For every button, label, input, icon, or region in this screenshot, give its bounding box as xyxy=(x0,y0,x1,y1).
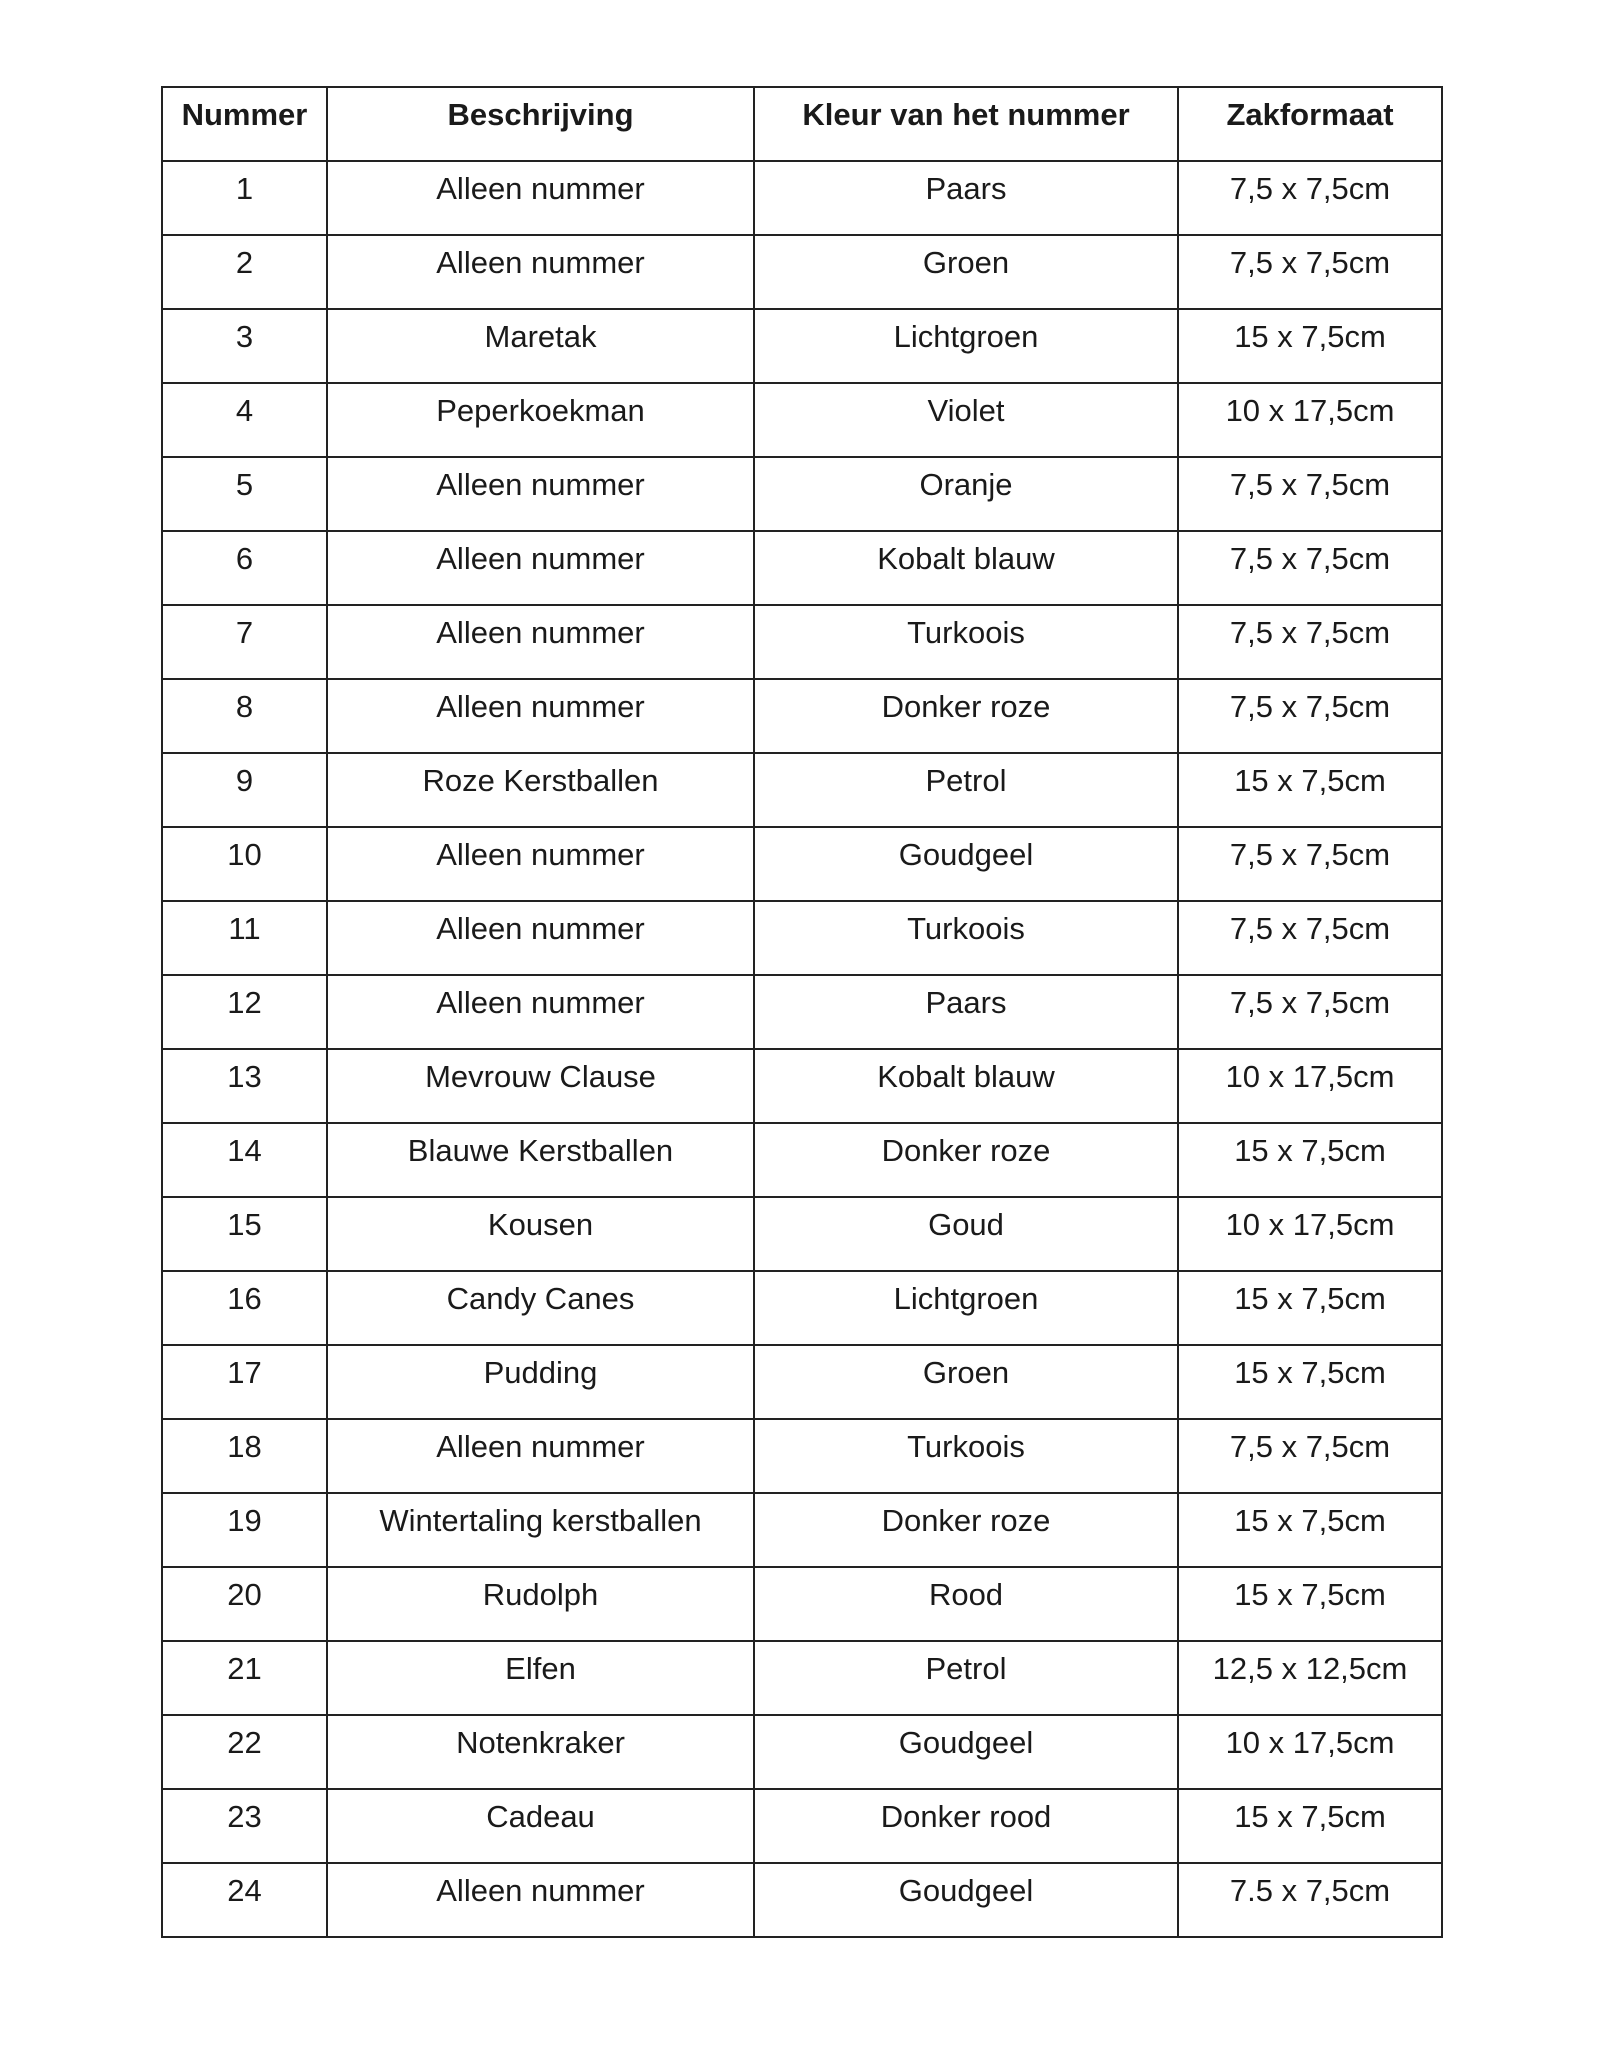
cell-nummer: 4 xyxy=(162,383,327,457)
cell-kleur: Groen xyxy=(754,1345,1178,1419)
cell-beschrijving: Alleen nummer xyxy=(327,235,754,309)
table-row xyxy=(162,531,1442,605)
cell-nummer: 7 xyxy=(162,605,327,679)
cell-nummer: 8 xyxy=(162,679,327,753)
cell-zakformaat: 7,5 x 7,5cm xyxy=(1178,901,1442,975)
cell-beschrijving: Elfen xyxy=(327,1641,754,1715)
cell-beschrijving: Pudding xyxy=(327,1345,754,1419)
cell-kleur: Paars xyxy=(754,975,1178,1049)
table-row xyxy=(162,1567,1442,1641)
cell-beschrijving: Alleen nummer xyxy=(327,1419,754,1493)
cell-beschrijving: Maretak xyxy=(327,309,754,383)
cell-zakformaat: 10 x 17,5cm xyxy=(1178,383,1442,457)
table-row xyxy=(162,679,1442,753)
cell-kleur: Petrol xyxy=(754,1641,1178,1715)
cell-beschrijving: Alleen nummer xyxy=(327,161,754,235)
table-row xyxy=(162,605,1442,679)
cell-zakformaat: 7,5 x 7,5cm xyxy=(1178,457,1442,531)
cell-zakformaat: 7,5 x 7,5cm xyxy=(1178,531,1442,605)
cell-kleur: Donker roze xyxy=(754,679,1178,753)
cell-zakformaat: 7.5 x 7,5cm xyxy=(1178,1863,1442,1937)
table-row xyxy=(162,309,1442,383)
cell-zakformaat: 10 x 17,5cm xyxy=(1178,1197,1442,1271)
table-row xyxy=(162,1197,1442,1271)
cell-zakformaat: 7,5 x 7,5cm xyxy=(1178,1419,1442,1493)
cell-nummer: 19 xyxy=(162,1493,327,1567)
table-row xyxy=(162,753,1442,827)
cell-kleur: Turkoois xyxy=(754,605,1178,679)
cell-nummer: 9 xyxy=(162,753,327,827)
cell-nummer: 23 xyxy=(162,1789,327,1863)
cell-beschrijving: Candy Canes xyxy=(327,1271,754,1345)
cell-beschrijving: Mevrouw Clause xyxy=(327,1049,754,1123)
cell-zakformaat: 7,5 x 7,5cm xyxy=(1178,235,1442,309)
cell-nummer: 16 xyxy=(162,1271,327,1345)
cell-zakformaat: 7,5 x 7,5cm xyxy=(1178,975,1442,1049)
cell-kleur: Rood xyxy=(754,1567,1178,1641)
cell-nummer: 6 xyxy=(162,531,327,605)
header-beschrijving: Beschrijving xyxy=(327,87,754,161)
table-row xyxy=(162,1419,1442,1493)
cell-beschrijving: Notenkraker xyxy=(327,1715,754,1789)
cell-beschrijving: Alleen nummer xyxy=(327,1863,754,1937)
cell-nummer: 12 xyxy=(162,975,327,1049)
cell-nummer: 20 xyxy=(162,1567,327,1641)
table-row xyxy=(162,383,1442,457)
cell-kleur: Kobalt blauw xyxy=(754,1049,1178,1123)
cell-kleur: Groen xyxy=(754,235,1178,309)
cell-zakformaat: 15 x 7,5cm xyxy=(1178,309,1442,383)
cell-nummer: 22 xyxy=(162,1715,327,1789)
cell-kleur: Donker rood xyxy=(754,1789,1178,1863)
cell-zakformaat: 12,5 x 12,5cm xyxy=(1178,1641,1442,1715)
cell-beschrijving: Wintertaling kerstballen xyxy=(327,1493,754,1567)
cell-beschrijving: Alleen nummer xyxy=(327,975,754,1049)
cell-beschrijving: Alleen nummer xyxy=(327,827,754,901)
table-row xyxy=(162,457,1442,531)
cell-nummer: 5 xyxy=(162,457,327,531)
cell-nummer: 24 xyxy=(162,1863,327,1937)
cell-kleur: Paars xyxy=(754,161,1178,235)
table-row xyxy=(162,1715,1442,1789)
cell-kleur: Kobalt blauw xyxy=(754,531,1178,605)
cell-beschrijving: Alleen nummer xyxy=(327,901,754,975)
table-row xyxy=(162,1789,1442,1863)
table-row xyxy=(162,827,1442,901)
cell-zakformaat: 15 x 7,5cm xyxy=(1178,1345,1442,1419)
cell-kleur: Donker roze xyxy=(754,1123,1178,1197)
cell-kleur: Turkoois xyxy=(754,1419,1178,1493)
cell-beschrijving: Alleen nummer xyxy=(327,531,754,605)
table-row xyxy=(162,1123,1442,1197)
table-row xyxy=(162,975,1442,1049)
header-zakformaat: Zakformaat xyxy=(1178,87,1442,161)
cell-zakformaat: 15 x 7,5cm xyxy=(1178,1123,1442,1197)
cell-zakformaat: 10 x 17,5cm xyxy=(1178,1715,1442,1789)
cell-kleur: Lichtgroen xyxy=(754,1271,1178,1345)
cell-beschrijving: Rudolph xyxy=(327,1567,754,1641)
cell-beschrijving: Alleen nummer xyxy=(327,679,754,753)
cell-nummer: 11 xyxy=(162,901,327,975)
cell-kleur: Goudgeel xyxy=(754,1863,1178,1937)
cell-kleur: Violet xyxy=(754,383,1178,457)
table-body xyxy=(162,161,1442,1937)
table-row xyxy=(162,235,1442,309)
cell-nummer: 15 xyxy=(162,1197,327,1271)
cell-zakformaat: 10 x 17,5cm xyxy=(1178,1049,1442,1123)
cell-nummer: 3 xyxy=(162,309,327,383)
cell-beschrijving: Peperkoekman xyxy=(327,383,754,457)
cell-kleur: Turkoois xyxy=(754,901,1178,975)
header-nummer: Nummer xyxy=(162,87,327,161)
table-row xyxy=(162,1641,1442,1715)
cell-kleur: Goudgeel xyxy=(754,827,1178,901)
cell-zakformaat: 15 x 7,5cm xyxy=(1178,1493,1442,1567)
cell-beschrijving: Alleen nummer xyxy=(327,457,754,531)
table-row xyxy=(162,161,1442,235)
cell-zakformaat: 7,5 x 7,5cm xyxy=(1178,679,1442,753)
table-header xyxy=(162,87,1442,161)
cell-zakformaat: 7,5 x 7,5cm xyxy=(1178,161,1442,235)
header-row xyxy=(162,87,1442,161)
cell-nummer: 18 xyxy=(162,1419,327,1493)
cell-nummer: 10 xyxy=(162,827,327,901)
cell-nummer: 17 xyxy=(162,1345,327,1419)
cell-beschrijving: Roze Kerstballen xyxy=(327,753,754,827)
cell-zakformaat: 15 x 7,5cm xyxy=(1178,1271,1442,1345)
cell-zakformaat: 7,5 x 7,5cm xyxy=(1178,605,1442,679)
cell-kleur: Lichtgroen xyxy=(754,309,1178,383)
header-kleur: Kleur van het nummer xyxy=(754,87,1178,161)
cell-beschrijving: Alleen nummer xyxy=(327,605,754,679)
cell-nummer: 14 xyxy=(162,1123,327,1197)
table-row xyxy=(162,1863,1442,1937)
cell-kleur: Oranje xyxy=(754,457,1178,531)
cell-nummer: 21 xyxy=(162,1641,327,1715)
cell-beschrijving: Blauwe Kerstballen xyxy=(327,1123,754,1197)
table-row xyxy=(162,1493,1442,1567)
number-bag-table xyxy=(161,86,1443,1938)
table-row xyxy=(162,1049,1442,1123)
cell-beschrijving: Kousen xyxy=(327,1197,754,1271)
cell-nummer: 2 xyxy=(162,235,327,309)
table-row xyxy=(162,1345,1442,1419)
cell-zakformaat: 15 x 7,5cm xyxy=(1178,753,1442,827)
cell-zakformaat: 15 x 7,5cm xyxy=(1178,1567,1442,1641)
cell-beschrijving: Cadeau xyxy=(327,1789,754,1863)
table-row xyxy=(162,1271,1442,1345)
cell-kleur: Goudgeel xyxy=(754,1715,1178,1789)
cell-kleur: Petrol xyxy=(754,753,1178,827)
cell-nummer: 1 xyxy=(162,161,327,235)
cell-zakformaat: 7,5 x 7,5cm xyxy=(1178,827,1442,901)
cell-kleur: Donker roze xyxy=(754,1493,1178,1567)
cell-kleur: Goud xyxy=(754,1197,1178,1271)
table-row xyxy=(162,901,1442,975)
cell-nummer: 13 xyxy=(162,1049,327,1123)
cell-zakformaat: 15 x 7,5cm xyxy=(1178,1789,1442,1863)
